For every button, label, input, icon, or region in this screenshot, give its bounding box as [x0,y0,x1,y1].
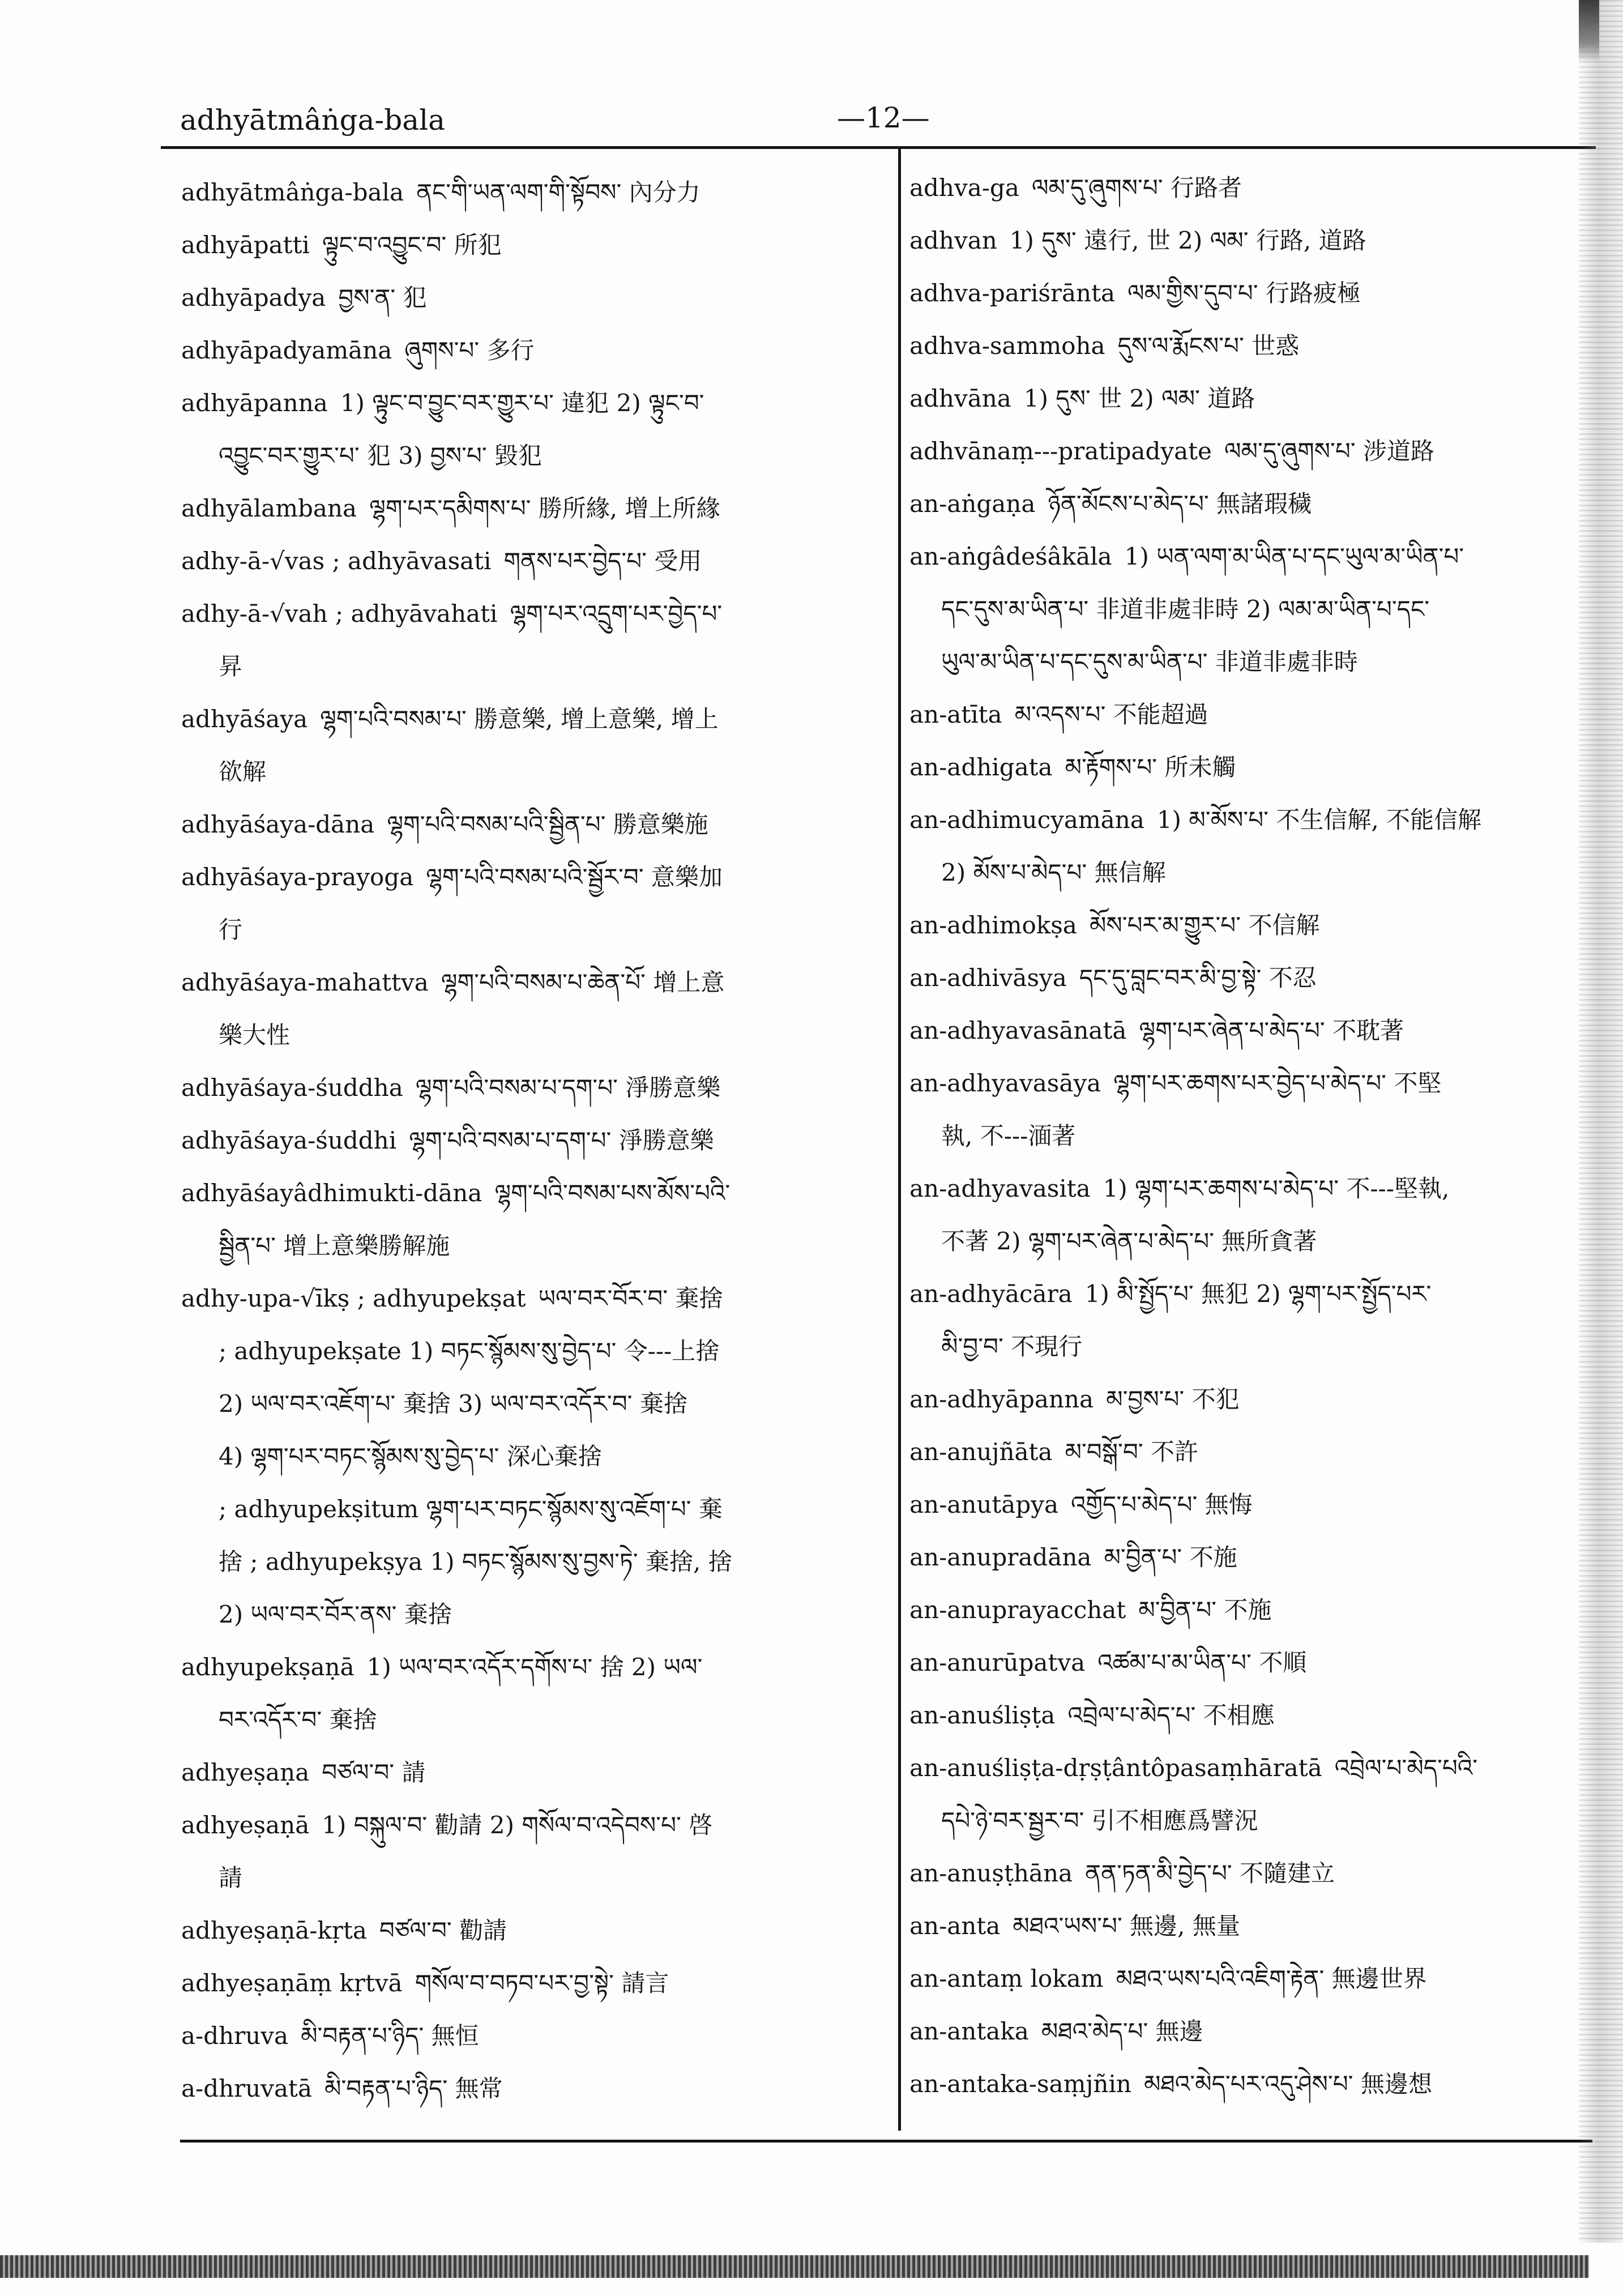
entry-line [181,535,888,587]
definition: བཙལ་བ་ 請 [322,1759,426,1786]
definition: མི་བརྟན་པ་ཉིད་ 無恒 [301,2022,479,2050]
definition: དཔེ་ཉེ་བར་སྦྱར་བ་ 引不相應爲譬況 [941,1807,1258,1834]
headword: an-adhyavasāya [909,1069,1101,1097]
entry-continuation [181,640,888,693]
headword: an-aṅgâdeśâkāla [909,543,1112,570]
dictionary-entry [181,851,888,956]
entry-line [909,319,1578,372]
dictionary-entry [909,1426,1578,1478]
headword: adhyāpatti [181,231,310,259]
entry-line [181,851,888,903]
headword: adhyāśaya-prayoga [181,863,414,891]
headword: an-atīta [909,701,1002,728]
entry-line [181,1641,888,1693]
dictionary-entry [181,1272,888,1641]
definition: ལམ་དུ་ཞུགས་པ་ 涉道路 [1224,437,1434,465]
entry-line [909,1742,1578,1794]
definition: དང་དུ་བླང་བར་མི་བྱ་སྟེ་ 不忍 [1079,964,1317,992]
headword: adhyāśaya-śuddha [181,1074,403,1102]
headword: an-adhyācāra [909,1280,1073,1308]
entry-line [181,271,888,324]
headword: adhyāpanna [181,389,328,417]
dictionary-entry [181,1746,888,1799]
headword: adhva-ga [909,174,1019,202]
entry-continuation [181,1009,888,1061]
entry-continuation [181,1377,888,1430]
dictionary-entry [909,477,1578,530]
headword: adhyupekṣaṇā [181,1653,355,1681]
headword: an-anutāpya [909,1491,1058,1518]
dictionary-entry [909,2058,1578,2110]
entry-line [181,1061,888,1114]
entry-continuation [181,1219,888,1272]
definition: མཐའ་ཡས་པ་ 無邊, 無量 [1013,1912,1240,1940]
definition: མ་བྱིན་པ་ 不施 [1104,1543,1237,1571]
definition: 2) ཡལ་བར་བོར་ནས་ 棄捨 [219,1601,452,1628]
headword: adhyeṣaṇa [181,1759,310,1786]
entry-line [181,587,888,640]
entry-line [181,1272,888,1325]
definition: ནན་ཏན་མི་བྱེད་པ་ 不隨建立 [1085,1859,1335,1887]
scan-border-band [0,2255,1589,2278]
entry-continuation [181,1588,888,1641]
dictionary-entry [181,324,888,377]
dictionary-entry [181,219,888,271]
dictionary-entry [181,1799,888,1904]
headword: an-adhyavasānatā [909,1017,1127,1044]
entry-line [909,372,1578,425]
entry-line [909,741,1578,793]
entry-line [181,798,888,851]
definition: ; adhyupekṣitum ལྷག་པར་བཏང་སྙོམས་སུ་འཇོག་པ་ 棄 [219,1495,723,1523]
headword: a-dhruvatā [181,2075,312,2102]
dictionary-entry [181,2009,888,2062]
entry-line [181,693,888,745]
entry-line [909,1847,1578,1900]
definition: ལྷག་པར་ཞེན་པ་མེད་པ་ 不耽著 [1139,1017,1404,1044]
definition: ནང་གི་ཡན་ལག་གི་སྟོབས་ 內分力 [416,178,701,206]
entry-line [909,1478,1578,1531]
definition: 1) མ་མོས་པ་ 不生信解, 不能信解 [1156,806,1482,834]
entry-line [181,166,888,219]
definition: མོས་པར་མ་གྱུར་པ་ 不信解 [1089,911,1320,939]
headword: adhyāpadya [181,284,326,311]
definition: འབྲེལ་པ་མེད་པའི་ [1334,1754,1478,1782]
definition: 請 [219,1864,243,1892]
headword: an-adhimokṣa [909,911,1077,939]
definition: མཐའ་ཡས་པའི་འཇིག་རྟེན་ 無邊世界 [1116,1965,1427,1992]
entry-continuation [181,745,888,798]
definition: གནས་པར་བྱེད་པ་ 受用 [503,547,702,575]
definition: བར་འདོར་བ་ 棄捨 [219,1706,377,1734]
entry-line [909,1584,1578,1636]
dictionary-entry [909,1162,1578,1268]
headword: an-anuśliṣṭa [909,1701,1056,1729]
headword: adhvānaṃ---pratipadyate [909,437,1212,465]
dictionary-entry [909,1584,1578,1636]
entry-continuation [909,1794,1578,1847]
header-rule [161,146,1596,149]
headword: adhvāna [909,385,1011,412]
dictionary-entry [909,1847,1578,1900]
entry-continuation [909,1109,1578,1162]
headword: adhy-ā-√vah ; adhyāvahati [181,600,498,628]
definition: མ་བྱིན་པ་ 不施 [1138,1596,1272,1624]
dictionary-entry [909,1742,1578,1847]
headword: adhyeṣaṇāṃ kṛtvā [181,1969,403,1997]
definition: 捨 ; adhyupekṣya 1) བཏང་སྙོམས་སུ་བྱས་ཏེ་ 棄捨, 捨 [219,1548,732,1576]
definition: ལྷག་པའི་བསམ་པས་མོས་པའི་ [494,1179,731,1207]
dictionary-entry [909,1057,1578,1162]
dictionary-entry [909,1478,1578,1531]
dictionary-entry [181,1114,888,1167]
dictionary-entry [909,1268,1578,1373]
page-number: —12— [837,101,930,134]
dictionary-entry [909,425,1578,477]
entry-line [909,2005,1578,2058]
headword: an-anuprayacchat [909,1596,1126,1624]
headword: an-anurūpatva [909,1649,1086,1676]
definition: མ་འདས་པ་ 不能超過 [1014,701,1208,728]
dictionary-entry [909,2005,1578,2058]
definition: ལམ་གྱིས་དུབ་པ་ 行路疲極 [1127,279,1361,307]
definition: ལྟུང་བ་འབྱུང་བ་ 所犯 [322,231,502,259]
definition: 1) དུས་ 世 2) ལམ་ 道路 [1023,385,1255,412]
dictionary-entry [909,1900,1578,1952]
dictionary-entry [909,1373,1578,1426]
definition: 1) ལྷག་པར་ཆགས་པ་མེད་པ་ 不---堅執, [1103,1175,1450,1202]
definition: 欲解 [219,758,267,786]
definition: མ་བསྒོ་བ་ 不許 [1065,1438,1198,1466]
entry-continuation [909,583,1578,635]
definition: གསོལ་བ་བཏབ་པར་བྱ་སྟེ་ 請言 [415,1969,669,1997]
headword: an-anupradāna [909,1543,1092,1571]
definition: 1) ཡན་ལག་མ་ཡིན་པ་དང་ཡུལ་མ་ཡིན་པ་ [1124,543,1464,570]
dictionary-entry [181,166,888,219]
entry-line [909,1162,1578,1215]
entry-line [909,1426,1578,1478]
dictionary-entry [181,1061,888,1114]
dictionary-entry [909,161,1578,214]
entry-line [909,1268,1578,1320]
entry-line [909,1900,1578,1952]
definition: ཡུལ་མ་ཡིན་པ་དང་དུས་མ་ཡིན་པ་ 非道非處非時 [941,648,1358,676]
definition: 1) བསྐུལ་བ་ 勸請 2) གསོལ་བ་འདེབས་པ་ 啓 [322,1811,713,1839]
dictionary-entry [909,1531,1578,1584]
definition: བཙལ་བ་ 勸請 [379,1917,507,1944]
entry-line [909,1004,1578,1057]
headword: adhyālambana [181,494,357,522]
dictionary-entry [181,1641,888,1746]
definition: མ་བྱས་པ་ 不犯 [1106,1385,1240,1413]
definition: མི་བྱ་བ་ 不現行 [941,1333,1083,1360]
entry-continuation [181,1851,888,1904]
definition: ལམ་དུ་ཞུགས་པ་ 行路者 [1031,174,1242,202]
entry-continuation [909,635,1578,688]
definition: མི་བརྟན་པ་ཉིད་ 無常 [324,2075,503,2102]
definition: 1) ལྟུང་བ་བྱུང་བར་གྱུར་པ་ 違犯 2) ལྟུང་བ་ [340,389,704,417]
entry-line [909,951,1578,1004]
dictionary-entry [181,587,888,693]
entry-line [909,688,1578,741]
headword: adhvan [909,227,997,254]
definition: 2) མོས་པ་མེད་པ་ 無信解 [941,859,1166,886]
entry-line [909,530,1578,583]
entry-line [909,214,1578,267]
headword: adhy-upa-√īkṣ ; adhyupekṣat [181,1284,526,1312]
dictionary-entry [181,271,888,324]
headword: adhyāśaya [181,705,308,733]
definition: འབྲེལ་པ་མེད་པ་ 不相應 [1067,1701,1275,1729]
headword: an-anta [909,1912,1001,1940]
scan-corner-shadow [1579,0,1599,62]
dictionary-entry [909,1004,1578,1057]
definition: འགྱོད་པ་མེད་པ་ 無悔 [1071,1491,1253,1518]
entry-line [909,161,1578,214]
scan-edge-shadow [1579,0,1623,2243]
dictionary-entry [909,951,1578,1004]
dictionary-entry [181,377,888,482]
definition: ཞུགས་པ་ 多行 [404,336,535,364]
definition: ལྷག་པའི་བསམ་པ་ཆེན་པོ་ 增上意 [441,968,725,996]
right-column [909,161,1578,2113]
dictionary-entry [181,1957,888,2009]
entry-line [909,267,1578,319]
dictionary-entry [181,1904,888,1957]
headword: an-adhimucyamāna [909,806,1144,834]
dictionary-entry [181,1167,888,1272]
headword: adhyātmâṅga-bala [181,178,404,206]
dictionary-entry [909,319,1578,372]
entry-line [181,1957,888,2009]
entry-continuation [181,1430,888,1483]
definition: 昇 [219,652,243,680]
dictionary-entry [181,956,888,1061]
dictionary-entry [909,1952,1578,2005]
headword: an-antaka-saṃjñin [909,2070,1131,2098]
definition: 4) ལྷག་པར་བཏང་སྙོམས་སུ་བྱེད་པ་ 深心棄捨 [219,1443,602,1470]
definition: 2) ཡལ་བར་འཇོག་པ་ 棄捨 3) ཡལ་བར་འདོར་བ་ 棄捨 [219,1390,687,1418]
headword: adhyāpadyamāna [181,336,392,364]
definition: ; adhyupekṣate 1) བཏང་སྙོམས་སུ་བྱེད་པ་ 令---上捨 [219,1337,720,1365]
definition: ཡལ་བར་བོར་བ་ 棄捨 [538,1284,723,1312]
headword: an-adhyavasita [909,1175,1091,1202]
definition: སྦྱིན་པ་ 增上意樂勝解施 [219,1232,450,1260]
definition: 不著 2) ལྷག་པར་ཞེན་པ་མེད་པ་ 無所貪著 [941,1227,1317,1255]
entry-continuation [909,846,1578,899]
headword: an-antaka [909,2017,1029,2045]
headword: adhyeṣaṇā [181,1811,310,1839]
headword: adhy-ā-√vas ; adhyāvasati [181,547,492,575]
entry-line [909,477,1578,530]
definition: ལྷག་པར་ཆགས་པར་བྱེད་པ་མེད་པ་ 不堅 [1113,1069,1442,1097]
entry-line [181,2062,888,2115]
definition: དང་དུས་མ་ཡིན་པ་ 非道非處非時 2) ལམ་མ་ཡིན་པ་དང་ [941,595,1430,623]
entry-line [909,1531,1578,1584]
definition: ལྷག་པའི་བསམ་པ་དག་པ་ 淨勝意樂 [415,1074,721,1102]
entry-line [181,1799,888,1851]
entry-line [909,1057,1578,1109]
dictionary-entry [181,482,888,535]
headword: adhva-sammoha [909,332,1105,360]
entry-continuation [181,1483,888,1535]
headword: an-aṅgaṇa [909,490,1036,518]
entry-line [181,324,888,377]
dictionary-entry [909,899,1578,951]
headword: adhyāśaya-mahattva [181,968,429,996]
dictionary-entry [181,798,888,851]
definition: 樂大性 [219,1021,291,1049]
definition: ལྷག་པའི་བསམ་པ་ 勝意樂, 增上意樂, 增上 [320,705,719,733]
dictionary-entry [909,688,1578,741]
definition: ལྷག་པར་འདྲུག་པར་བྱེད་པ་ [510,600,723,628]
dictionary-entry [181,2062,888,2115]
entry-line [909,1636,1578,1689]
entry-line [181,1746,888,1799]
entry-line [909,1952,1578,2005]
column-divider [898,148,901,2131]
entry-line [181,1114,888,1167]
definition: ལྷག་པའི་བསམ་པའི་སྦྱིན་པ་ 勝意樂施 [387,810,708,838]
dictionary-entry [909,793,1578,899]
dictionary-entry [909,214,1578,267]
dictionary-entry [909,530,1578,688]
headword: adhyāśaya-dāna [181,810,375,838]
headword: an-adhyāpanna [909,1385,1094,1413]
headword: an-anujñāta [909,1438,1053,1466]
footer-rule [180,2140,1592,2143]
definition: 1) ཡལ་བར་འདོར་དགོས་པ་ 捨 2) ཡལ་ [366,1653,703,1681]
definition: ལྷག་པར་དམིགས་པ་ 勝所緣, 增上所緣 [369,494,720,522]
entry-line [181,2009,888,2062]
dictionary-entry [181,535,888,587]
left-column [181,166,888,2118]
headword: a-dhruva [181,2022,289,2050]
entry-continuation [909,1215,1578,1268]
headword: adhyāśayâdhimukti-dāna [181,1179,482,1207]
entry-line [909,793,1578,846]
headword: an-anuśliṣṭa-dṛṣṭântôpasaṃhāratā [909,1754,1322,1782]
entry-line [181,956,888,1009]
definition: མཐའ་མེད་པ་ 無邊 [1041,2017,1203,2045]
definition: བྱས་ན་ 犯 [338,284,427,311]
entry-line [181,1904,888,1957]
entry-line [909,1689,1578,1742]
definition: ཉོན་མོངས་པ་མེད་པ་ 無諸瑕穢 [1048,490,1312,518]
headword: an-anuṣṭhāna [909,1859,1073,1887]
headword: an-adhivāsya [909,964,1067,992]
entry-line [909,425,1578,477]
dictionary-entry [181,693,888,798]
entry-line [181,1167,888,1219]
definition: ལྷག་པའི་བསམ་པ་དག་པ་ 淨勝意樂 [409,1126,714,1154]
entry-continuation [909,1320,1578,1373]
definition: 行 [219,916,243,944]
headword: adhyeṣaṇā-kṛta [181,1917,367,1944]
definition: 執, 不---湎著 [941,1122,1076,1150]
headword: an-adhigata [909,753,1053,781]
definition: འབྱུང་བར་གྱུར་པ་ 犯 3) བྱས་པ་ 毀犯 [219,442,542,470]
definition: 1) མི་སྤྱོད་པ་ 無犯 2) ལྷག་པར་སྤྱོད་པར་ [1084,1280,1432,1308]
definition: ལྷག་པའི་བསམ་པའི་སྦྱོར་བ་ 意樂加 [426,863,723,891]
entry-continuation [181,1693,888,1746]
running-head: adhyātmâṅga-bala [180,104,445,136]
dictionary-entry [909,741,1578,793]
entry-line [181,482,888,535]
dictionary-entry [909,267,1578,319]
entry-line [909,899,1578,951]
entry-line [909,2058,1578,2110]
definition: དུས་ལ་རྨོངས་པ་ 世惑 [1117,332,1300,360]
entry-line [181,219,888,271]
entry-continuation [181,1535,888,1588]
dictionary-entry [909,1689,1578,1742]
dictionary-entry [909,1636,1578,1689]
definition: འཚམ་པ་མ་ཡིན་པ་ 不順 [1097,1649,1307,1676]
definition: 1) དུས་ 遠行, 世 2) ལམ་ 行路, 道路 [1009,227,1366,254]
headword: adhyāśaya-śuddhi [181,1126,397,1154]
definition: མ་རྟོགས་པ་ 所未觸 [1065,753,1236,781]
headword: an-antaṃ lokam [909,1965,1104,1992]
entry-line [181,377,888,429]
definition: མཐའ་མེད་པར་འདུ་ཤེས་པ་ 無邊想 [1143,2070,1432,2098]
entry-line [909,1373,1578,1426]
dictionary-entry [909,372,1578,425]
entry-continuation [181,903,888,956]
entry-continuation [181,1325,888,1377]
entry-continuation [181,429,888,482]
headword: adhva-pariśrānta [909,279,1116,307]
